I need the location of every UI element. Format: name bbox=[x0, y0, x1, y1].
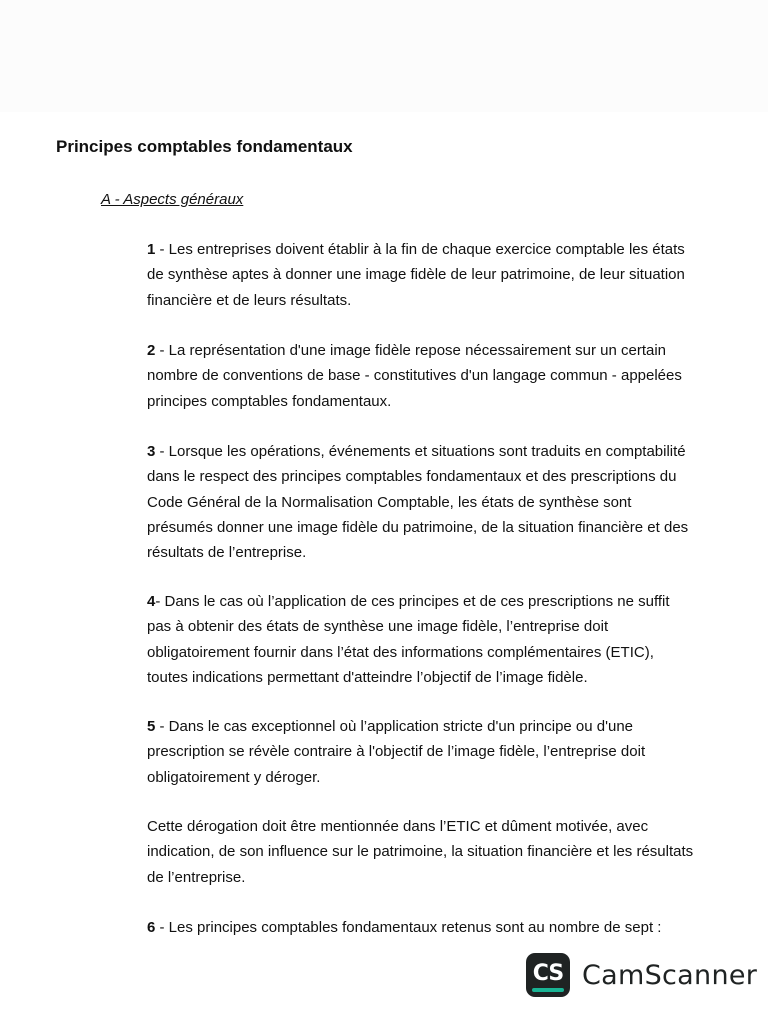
paragraph-line: 5 - Dans le cas exceptionnel où l’application stricte d'un principe ou d'une bbox=[147, 718, 634, 735]
paragraph-1 bbox=[147, 237, 717, 313]
paragraph-line: financière et de leurs résultats. bbox=[147, 291, 352, 309]
camscanner-watermark bbox=[526, 953, 757, 997]
paragraph-number: 4 bbox=[147, 593, 156, 610]
camscanner-logo-text: CS bbox=[532, 960, 564, 986]
paragraph-number: 2 bbox=[147, 342, 156, 359]
section-heading: A - Aspects généraux bbox=[101, 191, 244, 208]
paragraph-line: de l’entreprise. bbox=[147, 868, 246, 886]
paragraph-line: toutes indications permettant d'atteindre l’objectif de l’image fidèle. bbox=[147, 668, 588, 686]
paragraph-line: 2 - La représentation d'une image fidèle repose nécessairement sur un certain bbox=[147, 342, 667, 359]
paragraph-line: 4- Dans le cas où l’application de ces principes et de ces prescriptions ne suffit bbox=[147, 593, 670, 610]
paragraph-line: Code Général de la Normalisation Comptable, les états de synthèse sont bbox=[147, 493, 632, 511]
paragraph-number: 5 bbox=[147, 718, 156, 735]
paragraph-line: présumés donner une image fidèle du patrimoine, de la situation financière et des bbox=[147, 518, 689, 536]
paragraph-3 bbox=[147, 439, 717, 565]
paragraph-line: principes comptables fondamentaux. bbox=[147, 392, 392, 410]
paragraph-line: de synthèse aptes à donner une image fidèle de leur patrimoine, de leur situation bbox=[147, 266, 685, 284]
paragraph-number: 3 bbox=[147, 443, 156, 460]
paragraph-number: 6 bbox=[147, 919, 156, 936]
paragraph-4 bbox=[147, 589, 717, 690]
camscanner-logo-accent bbox=[532, 988, 564, 992]
paragraph-line: nombre de conventions de base - constitutives d'un langage commun - appelées bbox=[147, 367, 682, 385]
paragraph-line: 6 - Les principes comptables fondamentaux retenus sont au nombre de sept : bbox=[147, 919, 662, 936]
paragraph-line: 1 - Les entreprises doivent établir à la fin de chaque exercice comptable les états bbox=[147, 241, 685, 258]
paragraph-line: dans le respect des principes comptables fondamentaux et des prescriptions du bbox=[147, 468, 677, 486]
paragraph-line: Cette dérogation doit être mentionnée dans l’ETIC et dûment motivée, avec bbox=[147, 818, 649, 835]
camscanner-brand-name: CamScanner bbox=[582, 959, 758, 991]
paragraph-6 bbox=[147, 915, 717, 940]
paragraph-line: résultats de l’entreprise. bbox=[147, 544, 307, 562]
paragraph-line: pas à obtenir des états de synthèse une image fidèle, l’entreprise doit bbox=[147, 618, 609, 636]
paragraph-line: 3 - Lorsque les opérations, événements et situations sont traduits en comptabilité bbox=[147, 443, 686, 460]
paragraph-line: indication, de son influence sur le patrimoine, la situation financière et les résultats bbox=[147, 843, 694, 861]
derogation-paragraph bbox=[147, 814, 717, 890]
scan-top-band bbox=[0, 0, 768, 112]
document-title: Principes comptables fondamentaux bbox=[56, 137, 353, 156]
paragraph-line: obligatoirement fournir dans l’état des informations complémentaires (ETIC), bbox=[147, 643, 654, 661]
paragraph-line: prescription se révèle contraire à l'objectif de l’image fidèle, l’entreprise doit bbox=[147, 743, 646, 761]
camscanner-logo-icon bbox=[526, 953, 570, 997]
paragraph-5 bbox=[147, 714, 717, 790]
paragraph-line: obligatoirement y déroger. bbox=[147, 768, 321, 786]
paragraph-2 bbox=[147, 338, 717, 414]
paragraph-number: 1 bbox=[147, 241, 156, 258]
